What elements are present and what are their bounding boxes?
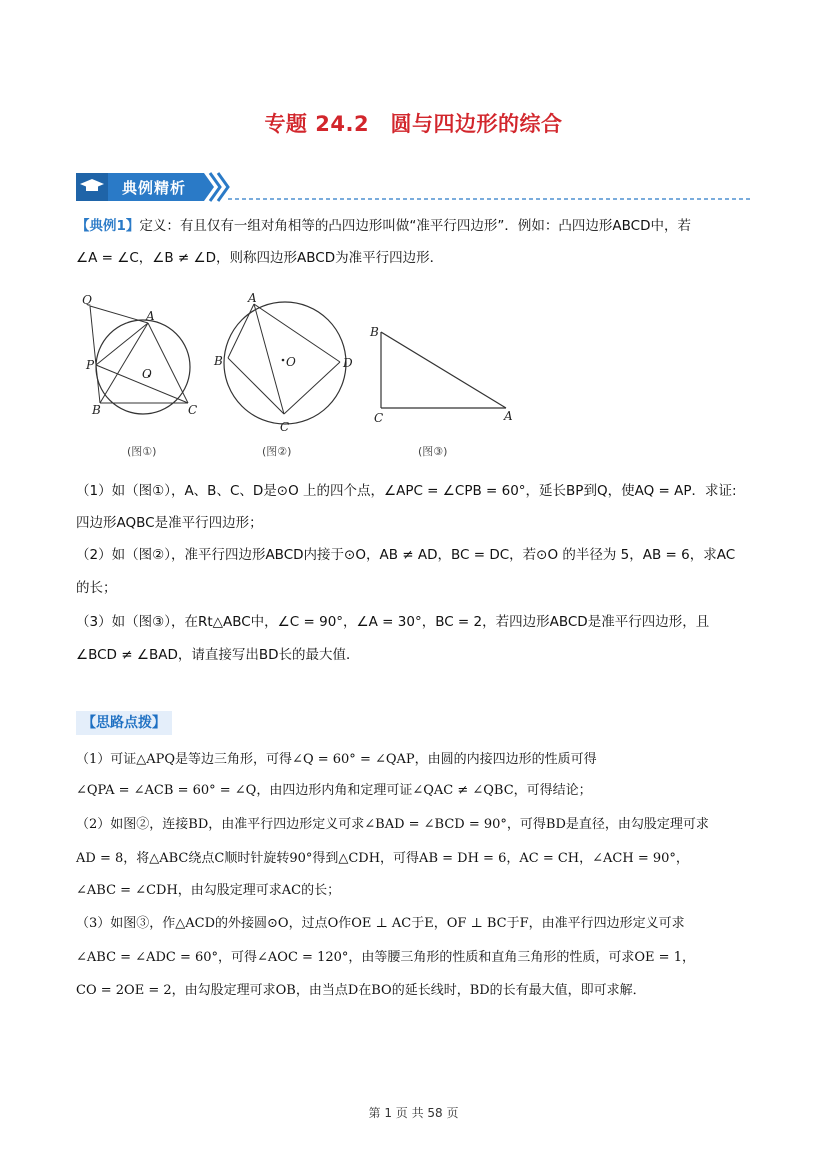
- hint-line7: ∠ABC = ∠ADC = 60°，可得∠AOC = 120°，由等腰三角形的性质和直角三角形的性质，可求OE = 1，: [76, 950, 695, 965]
- fig1-caption: (图①): [127, 445, 157, 458]
- hint-line3: （2）如图②，连接BD，由准平行四边形定义可求∠BAD = ∠BCD = 90°，可得BD是直径，由勾股定理可求: [76, 817, 709, 832]
- fig3-label-a: A: [504, 409, 513, 423]
- hint-label: 【思路点拨】: [76, 711, 172, 735]
- fig2-label-d: D: [343, 356, 353, 370]
- example-line2: ∠A = ∠C，∠B ≠ ∠D，则称四边形ABCD为准平行四边形．: [76, 250, 444, 266]
- fig2-label-a: A: [248, 291, 257, 305]
- hint-line8: CO = 2OE = 2，由勾股定理可求OB，由当点D在BO的延长线时，BD的长有最大值，即可求解．: [76, 983, 646, 998]
- fig2-caption: (图②): [262, 445, 292, 458]
- fig2-label-c: C: [280, 420, 290, 434]
- hint-line1: （1）可证△APQ是等边三角形，可得∠Q = 60° = ∠QAP，由圆的内接四边形的性质可得: [76, 752, 597, 767]
- fig1-label-b: B: [92, 403, 101, 417]
- figure-2: [210, 288, 360, 438]
- example-line1: 【典例1】定义：有且仅有一组对角相等的凸四边形叫做“准平行四边形”．例如：凸四边形ABCD中，若: [76, 218, 691, 234]
- example-tag: 【典例1】: [76, 218, 140, 234]
- q2-line2: 的长；: [76, 580, 117, 596]
- fig3-label-c: C: [374, 411, 384, 425]
- banner-label: 典例精析: [122, 179, 187, 197]
- q2-line1: （2）如（图②），准平行四边形ABCD内接于⊙O，AB ≠ AD，BC = DC，若⊙O 的半径为 5，AB = 6，求AC: [76, 547, 736, 563]
- fig1-label-a: A: [146, 309, 155, 323]
- page-footer: 第 1 页 共 58 页: [368, 1106, 459, 1120]
- fig3-caption: (图③): [418, 445, 448, 458]
- figure-1: [76, 290, 206, 425]
- fig2-label-o: O: [286, 355, 296, 369]
- hint-line2: ∠QPA = ∠ACB = 60° = ∠Q，由四边形内角和定理可证∠QAC ≠ ∠QBC，可得结论；: [76, 783, 592, 798]
- q1-line2: 四边形AQBC是准平行四边形；: [76, 515, 263, 531]
- figure-3: [368, 322, 518, 426]
- q3-line2: ∠BCD ≠ ∠BAD，请直接写出BD长的最大值．: [76, 647, 360, 663]
- hint-line4: AD = 8，将△ABC绕点C顺时针旋转90°得到△CDH，可得AB = DH = 6，AC = CH，∠ACH = 90°，: [76, 851, 689, 866]
- page-title: 专题 24.2 圆与四边形的综合: [264, 112, 563, 136]
- fig1-label-o: O: [142, 367, 152, 381]
- fig1-label-p: P: [86, 358, 95, 372]
- hint-line6: （3）如图③，作△ACD的外接圆⊙O，过点O作OE ⊥ AC于E，OF ⊥ BC于F，由准平行四边形定义可求: [76, 916, 685, 931]
- fig1-label-q: Q: [82, 293, 92, 307]
- q1-line1: （1）如（图①），A、B、C、D是⊙O 上的四个点，∠APC = ∠CPB = 60°，延长BP到Q，使AQ = AP．求证:: [76, 483, 737, 499]
- fig3-label-b: B: [370, 325, 379, 339]
- fig1-label-c: C: [188, 403, 198, 417]
- fig2-label-b: B: [214, 354, 223, 368]
- hint-line5: ∠ABC = ∠CDH，由勾股定理可求AC的长；: [76, 883, 341, 898]
- q3-line1: （3）如（图③），在Rt△ABC中，∠C = 90°，∠A = 30°，BC = 2，若四边形ABCD是准平行四边形，且: [76, 614, 710, 630]
